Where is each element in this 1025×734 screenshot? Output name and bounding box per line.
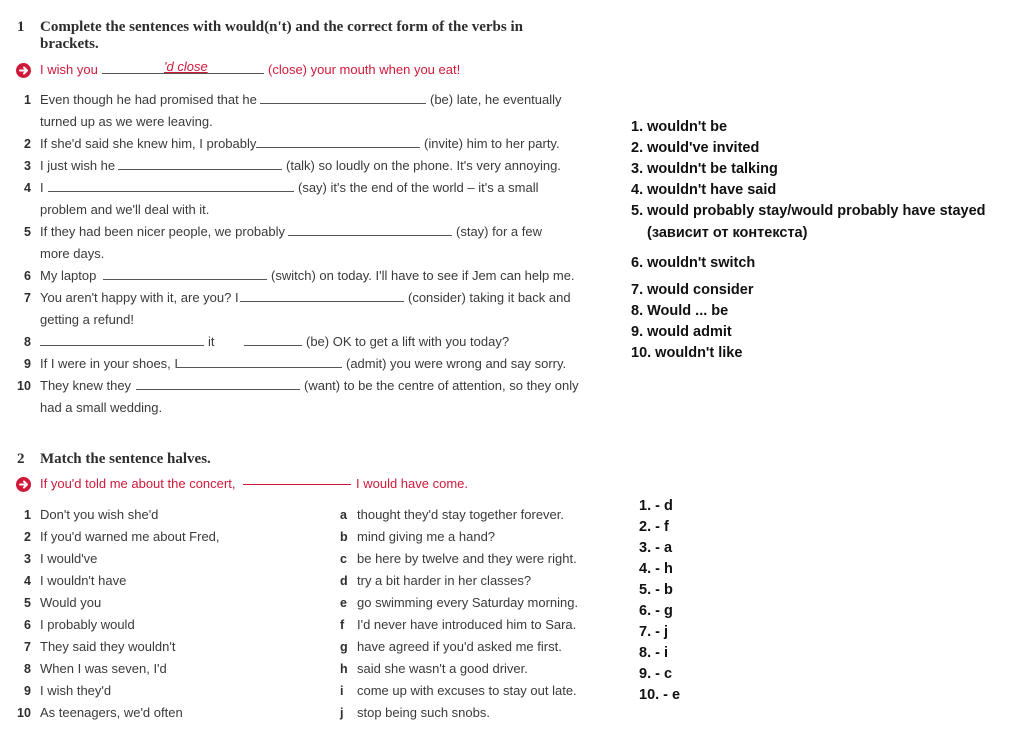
sentence-first-half: Would you bbox=[40, 595, 102, 610]
sentence-first-half: I would've bbox=[40, 551, 98, 566]
exercise-1-item-1 bbox=[0, 90, 600, 110]
exercise-1-item-7 bbox=[0, 288, 600, 308]
sentence-second-half: I'd never have introduced him to Sara. bbox=[357, 617, 577, 632]
match-answer-line: 7. - j bbox=[639, 624, 669, 640]
answer-line: 9. would admit bbox=[631, 324, 732, 340]
exercise-1-item-10 bbox=[0, 376, 600, 396]
item-text: (be) late, he eventually bbox=[430, 92, 562, 107]
sentence-second-half: stop being such snobs. bbox=[357, 705, 490, 720]
item-number: 6 bbox=[24, 618, 31, 632]
answer-line: 2. would've invited bbox=[631, 140, 760, 156]
sentence-first-half: I probably would bbox=[40, 617, 135, 632]
exercise-1-instruction bbox=[40, 19, 523, 53]
item-number: 7 bbox=[24, 291, 31, 305]
sentence-first-half: As teenagers, we'd often bbox=[40, 705, 183, 720]
option-letter: g bbox=[340, 640, 348, 654]
item-number: 5 bbox=[24, 225, 31, 239]
item-number: 8 bbox=[24, 662, 31, 676]
item-number: 3 bbox=[24, 159, 31, 173]
answer-blank[interactable] bbox=[118, 156, 282, 170]
option-letter: j bbox=[340, 706, 344, 720]
item-number: 10 bbox=[17, 706, 31, 720]
item-text: (switch) on today. I'll have to see if Jem can help me. bbox=[271, 268, 575, 283]
sentence-first-half: Don't you wish she'd bbox=[40, 507, 159, 522]
item-text: had a small wedding. bbox=[40, 400, 163, 415]
answer-blank[interactable] bbox=[103, 266, 267, 280]
item-text: more days. bbox=[40, 246, 105, 261]
option-letter: a bbox=[340, 508, 347, 522]
item-text: I bbox=[40, 180, 44, 195]
arrow-right-icon bbox=[16, 477, 31, 492]
item-text: If she'd said she knew him, I probably bbox=[40, 136, 257, 151]
item-text: (say) it's the end of the world – it's a small bbox=[298, 180, 539, 195]
match-answer-line: 8. - i bbox=[639, 645, 669, 661]
option-letter: c bbox=[340, 552, 347, 566]
exercise-1-item-4-line-2 bbox=[0, 200, 600, 220]
answer-line: (зависит от контекста) bbox=[647, 225, 808, 241]
item-text: turned up as we were leaving. bbox=[40, 114, 213, 129]
item-text: Even though he had promised that he bbox=[40, 92, 257, 107]
match-answer-line: 9. - c bbox=[639, 666, 673, 682]
answer-blank[interactable] bbox=[240, 288, 404, 302]
match-row-4 bbox=[0, 571, 600, 591]
item-number: 7 bbox=[24, 640, 31, 654]
exercise-1-instruction-line-2: brackets. bbox=[40, 36, 99, 52]
answer-line: 8. Would ... be bbox=[631, 303, 729, 319]
item-number: 8 bbox=[24, 335, 31, 349]
arrow-right-icon bbox=[16, 63, 31, 78]
match-answer-line: 2. - f bbox=[639, 519, 669, 535]
sentence-second-half: go swimming every Saturday morning. bbox=[357, 595, 579, 610]
answer-blank[interactable] bbox=[48, 178, 294, 192]
sentence-first-half: If you'd warned me about Fred, bbox=[40, 529, 220, 544]
sentence-first-half: I wouldn't have bbox=[40, 573, 127, 588]
item-text: (talk) so loudly on the phone. It's very annoying. bbox=[286, 158, 561, 173]
item-text: getting a refund! bbox=[40, 312, 134, 327]
answer-line: 3. wouldn't be talking bbox=[631, 161, 778, 177]
item-text: I just wish he bbox=[40, 158, 116, 173]
option-letter: e bbox=[340, 596, 347, 610]
item-text: problem and we'll deal with it. bbox=[40, 202, 210, 217]
exercise-1-item-3 bbox=[0, 156, 600, 176]
sentence-second-half: thought they'd stay together forever. bbox=[357, 507, 565, 522]
exercise-1-item-6 bbox=[0, 266, 600, 286]
exercise-1-item-9 bbox=[0, 354, 600, 374]
exercise-1-item-5-line-2 bbox=[0, 244, 600, 264]
example-connector-line bbox=[243, 474, 351, 485]
answer-line: 4. wouldn't have said bbox=[631, 182, 777, 198]
answer-blank[interactable] bbox=[260, 90, 426, 104]
answer-blank[interactable] bbox=[40, 332, 204, 346]
match-row-6 bbox=[0, 615, 600, 635]
sentence-second-half: have agreed if you'd asked me first. bbox=[357, 639, 562, 654]
answer-blank[interactable] bbox=[256, 134, 420, 148]
option-letter: b bbox=[340, 530, 348, 544]
item-number: 4 bbox=[24, 574, 31, 588]
item-text: They knew they bbox=[40, 378, 132, 393]
exercise-1-item-8 bbox=[0, 332, 600, 352]
exercise-1-item-5 bbox=[0, 222, 600, 242]
exercise-1-example bbox=[0, 60, 600, 80]
item-text: If they had been nicer people, we probably bbox=[40, 224, 286, 239]
match-row-9 bbox=[0, 681, 600, 701]
match-answer-line: 4. - h bbox=[639, 561, 673, 577]
example-answer: 'd close bbox=[164, 59, 208, 74]
option-letter: f bbox=[340, 618, 345, 632]
item-number: 6 bbox=[24, 269, 31, 283]
match-answer-line: 3. - a bbox=[639, 540, 673, 556]
example-right: I would have come. bbox=[356, 476, 469, 491]
item-number: 3 bbox=[24, 552, 31, 566]
sentence-second-half: try a bit harder in her classes? bbox=[357, 573, 532, 588]
example-after: (close) your mouth when you eat! bbox=[268, 62, 461, 77]
item-number: 4 bbox=[24, 181, 31, 195]
match-answer-line: 1. - d bbox=[639, 498, 673, 514]
exercise-2-example bbox=[0, 474, 600, 494]
option-letter: i bbox=[340, 684, 344, 698]
match-answer-line: 10. - e bbox=[639, 687, 681, 703]
answer-blank[interactable] bbox=[136, 376, 300, 390]
answer-blank[interactable] bbox=[244, 332, 302, 346]
item-text: (stay) for a few bbox=[456, 224, 542, 239]
item-text: You aren't happy with it, are you? I bbox=[40, 290, 239, 305]
match-answer-line: 5. - b bbox=[639, 582, 673, 598]
item-number: 2 bbox=[24, 137, 31, 151]
sentence-second-half: mind giving me a hand? bbox=[357, 529, 496, 544]
item-number: 5 bbox=[24, 596, 31, 610]
item-text: If I were in your shoes, I bbox=[40, 356, 179, 371]
exercise-1-instruction-line-1: Complete the sentences with would(n't) and the correct form of the verbs in bbox=[40, 19, 523, 35]
sentence-first-half: They said they wouldn't bbox=[40, 639, 176, 654]
answer-line: 5. would probably stay/would probably have stayed bbox=[631, 203, 986, 219]
item-text: (admit) you were wrong and say sorry. bbox=[346, 356, 567, 371]
answer-line: 10. wouldn't like bbox=[631, 345, 743, 361]
answer-line: 1. wouldn't be bbox=[631, 119, 728, 135]
exercise-1-item-7-line-2 bbox=[0, 310, 600, 330]
item-number: 1 bbox=[24, 93, 31, 107]
item-text: My laptop bbox=[40, 268, 97, 283]
item-text: (be) OK to get a lift with you today? bbox=[306, 334, 510, 349]
sentence-second-half: said she wasn't a good driver. bbox=[357, 661, 528, 676]
item-text: (consider) taking it back and bbox=[408, 290, 571, 305]
sentence-first-half: I wish they'd bbox=[40, 683, 112, 698]
item-number: 9 bbox=[24, 684, 31, 698]
sentence-first-half: When I was seven, I'd bbox=[40, 661, 167, 676]
exercise-1-item-1-line-2 bbox=[0, 112, 600, 132]
example-left: If you'd told me about the concert, bbox=[40, 476, 236, 491]
exercise-1-item-2 bbox=[0, 134, 600, 154]
match-row-3 bbox=[0, 549, 600, 569]
match-row-7 bbox=[0, 637, 600, 657]
option-letter: h bbox=[340, 662, 348, 676]
exercise-1-number: 1 bbox=[17, 19, 25, 35]
item-text: (want) to be the centre of attention, so they only bbox=[304, 378, 579, 393]
match-row-10 bbox=[0, 703, 600, 723]
item-number: 9 bbox=[24, 357, 31, 371]
match-row-2 bbox=[0, 527, 600, 547]
item-text: it bbox=[208, 334, 215, 349]
answer-blank[interactable] bbox=[288, 222, 452, 236]
exercise-2-instruction: Match the sentence halves. bbox=[40, 451, 211, 467]
item-text: (invite) him to her party. bbox=[424, 136, 560, 151]
match-row-1 bbox=[0, 505, 600, 525]
exercise-1-item-4 bbox=[0, 178, 600, 198]
option-letter: d bbox=[340, 574, 348, 588]
answer-line: 7. would consider bbox=[631, 282, 754, 298]
item-number: 1 bbox=[24, 508, 31, 522]
sentence-second-half: be here by twelve and they were right. bbox=[357, 551, 577, 566]
example-before: I wish you bbox=[40, 62, 98, 77]
exercise-1-item-10-line-2 bbox=[0, 398, 600, 418]
match-answer-line: 6. - g bbox=[639, 603, 673, 619]
sentence-second-half: come up with excuses to stay out late. bbox=[357, 683, 577, 698]
answer-blank[interactable] bbox=[176, 354, 342, 368]
exercise-2-number: 2 bbox=[17, 451, 25, 467]
match-row-8 bbox=[0, 659, 600, 679]
item-number: 2 bbox=[24, 530, 31, 544]
item-number: 10 bbox=[17, 379, 31, 393]
match-row-5 bbox=[0, 593, 600, 613]
answer-line: 6. wouldn't switch bbox=[631, 255, 756, 271]
